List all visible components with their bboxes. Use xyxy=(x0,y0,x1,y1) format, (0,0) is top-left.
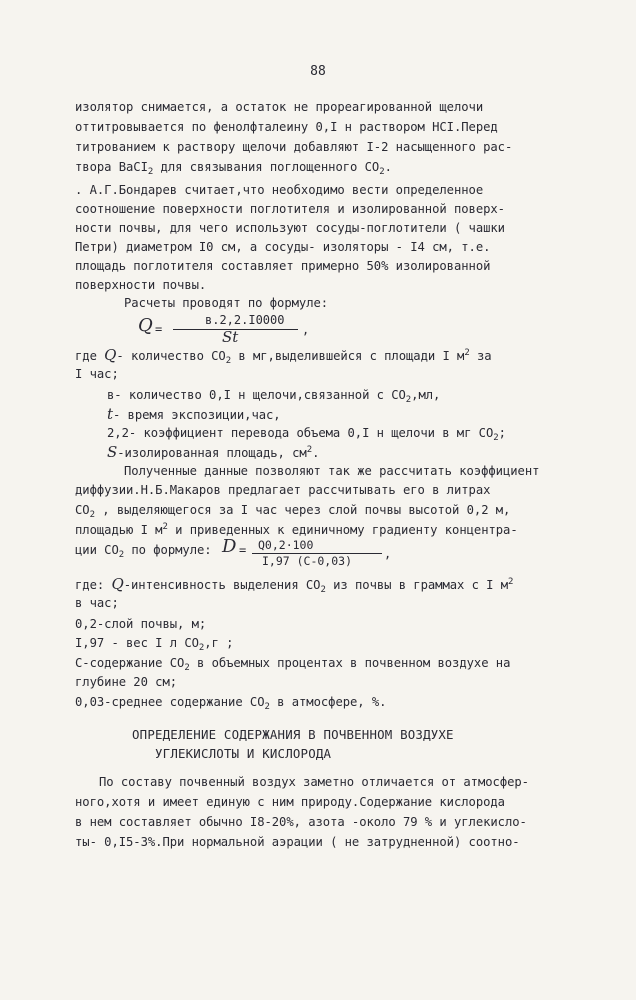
text-line: изолятор снимается, а остаток не прореагированной щелочи xyxy=(75,100,484,114)
formula-q-numerator: в.2,2.I0000 xyxy=(205,313,285,327)
text-line: поверхности почвы. xyxy=(75,278,207,292)
text-line: ности почвы, для чего используют сосуды-поглотители ( чашки xyxy=(75,221,505,235)
text-line: S-изолированная площадь, $см^2$. xyxy=(107,443,320,461)
text-line: в- количество 0,I н щелочи,связанной с $CO_2,мл$, xyxy=(107,388,441,405)
text-line: 2,2- коэффициент перевода объема 0,I н щелочи в мг $CO_2$; xyxy=(107,426,506,443)
text-line: 0,03-среднее содержание $CO_2$ в атмосфере, %. xyxy=(75,695,387,712)
text-line: площадью I $м^2$ и приведенных к единичному градиенту концентра- xyxy=(75,522,518,537)
formula-d-equals: = xyxy=(239,543,247,557)
text-line: $CO_2$ , выделяющегося за I час через слой почвы высотой 0,2 м, xyxy=(75,503,511,520)
text-line: соотношение поверхности поглотителя и изолированной поверх- xyxy=(75,202,505,216)
text-line: в час; xyxy=(75,596,119,610)
text-line: Расчеты проводят по формуле: xyxy=(124,296,329,310)
formula-q-comma: , xyxy=(302,323,310,337)
page-number: 88 xyxy=(310,64,326,79)
formula-d-lhs: D xyxy=(222,536,237,557)
text-line: I,97 - вес I л $CO_2,г$ ; xyxy=(75,636,234,653)
text-line: Петри) диаметром I0 см, а сосуды- изоляторы - I4 см, т.е. xyxy=(75,240,491,254)
text-line: t- время экспозиции,час, xyxy=(107,405,281,423)
text-line: C-содержание $CO_2$ в объемных процентах в почвенном воздухе на xyxy=(75,656,511,673)
text-line: Полученные данные позволяют так же рассчитать коэффициент xyxy=(124,464,540,478)
formula-d-numerator: Q0,2·100 xyxy=(258,538,314,552)
text-line: I час; xyxy=(75,367,119,381)
text-line: 0,2-слой почвы, м; xyxy=(75,617,207,631)
text-line: . А.Г.Бондарев считает,что необходимо вести определенное xyxy=(75,183,484,197)
formula-q-denominator: St xyxy=(222,328,239,346)
text-line: диффузии.Н.Б.Макаров предлагает рассчитывать его в литрах xyxy=(75,483,491,497)
text-line: оттитровывается по фенолфталеину 0,I н раствором HCI.Перед xyxy=(75,120,498,134)
formula-d-denominator: I,97 (C-0,03) xyxy=(262,554,353,568)
formula-d-comma: , xyxy=(384,547,392,561)
text-line: ного,хотя и имеет единую с ним природу.Содержание кислорода xyxy=(75,795,505,809)
text-line: в нем составляет обычно I8-20%, азота -около 79 % и углекисло- xyxy=(75,815,527,829)
text-line: твора BaCI$_2$ для связывания поглощенного $CO_2$. xyxy=(75,160,392,177)
text-line: титрованием к раствору щелочи добавляют I-2 насыщенного рас- xyxy=(75,140,513,154)
text-line: площадь поглотителя составляет примерно 50% изолированной xyxy=(75,259,491,273)
section-heading: УГЛЕКИСЛОТЫ И КИСЛОРОДА xyxy=(155,746,332,761)
formula-q-equals: = xyxy=(155,322,163,336)
text-line: где: Q-интенсивность выделения $CO_2$ из почвы в граммах с I $м^2$ xyxy=(75,575,514,595)
text-line: ции $CO_2$ по формуле: xyxy=(75,543,212,560)
text-line: где Q- количество $CO_2$ в мг,выделившейся с площади I $м^2$ за xyxy=(75,346,492,366)
text-line: ты- 0,I5-3%.При нормальной аэрации ( не затрудненной) соотно- xyxy=(75,835,520,849)
text-line: По составу почвенный воздух заметно отличается от атмосфер- xyxy=(99,775,529,789)
text-line: глубине 20 см; xyxy=(75,675,178,689)
section-heading: ОПРЕДЕЛЕНИЕ СОДЕРЖАНИЯ В ПОЧВЕННОМ ВОЗДУХЕ xyxy=(132,727,454,742)
formula-q-lhs: Q xyxy=(138,315,153,336)
